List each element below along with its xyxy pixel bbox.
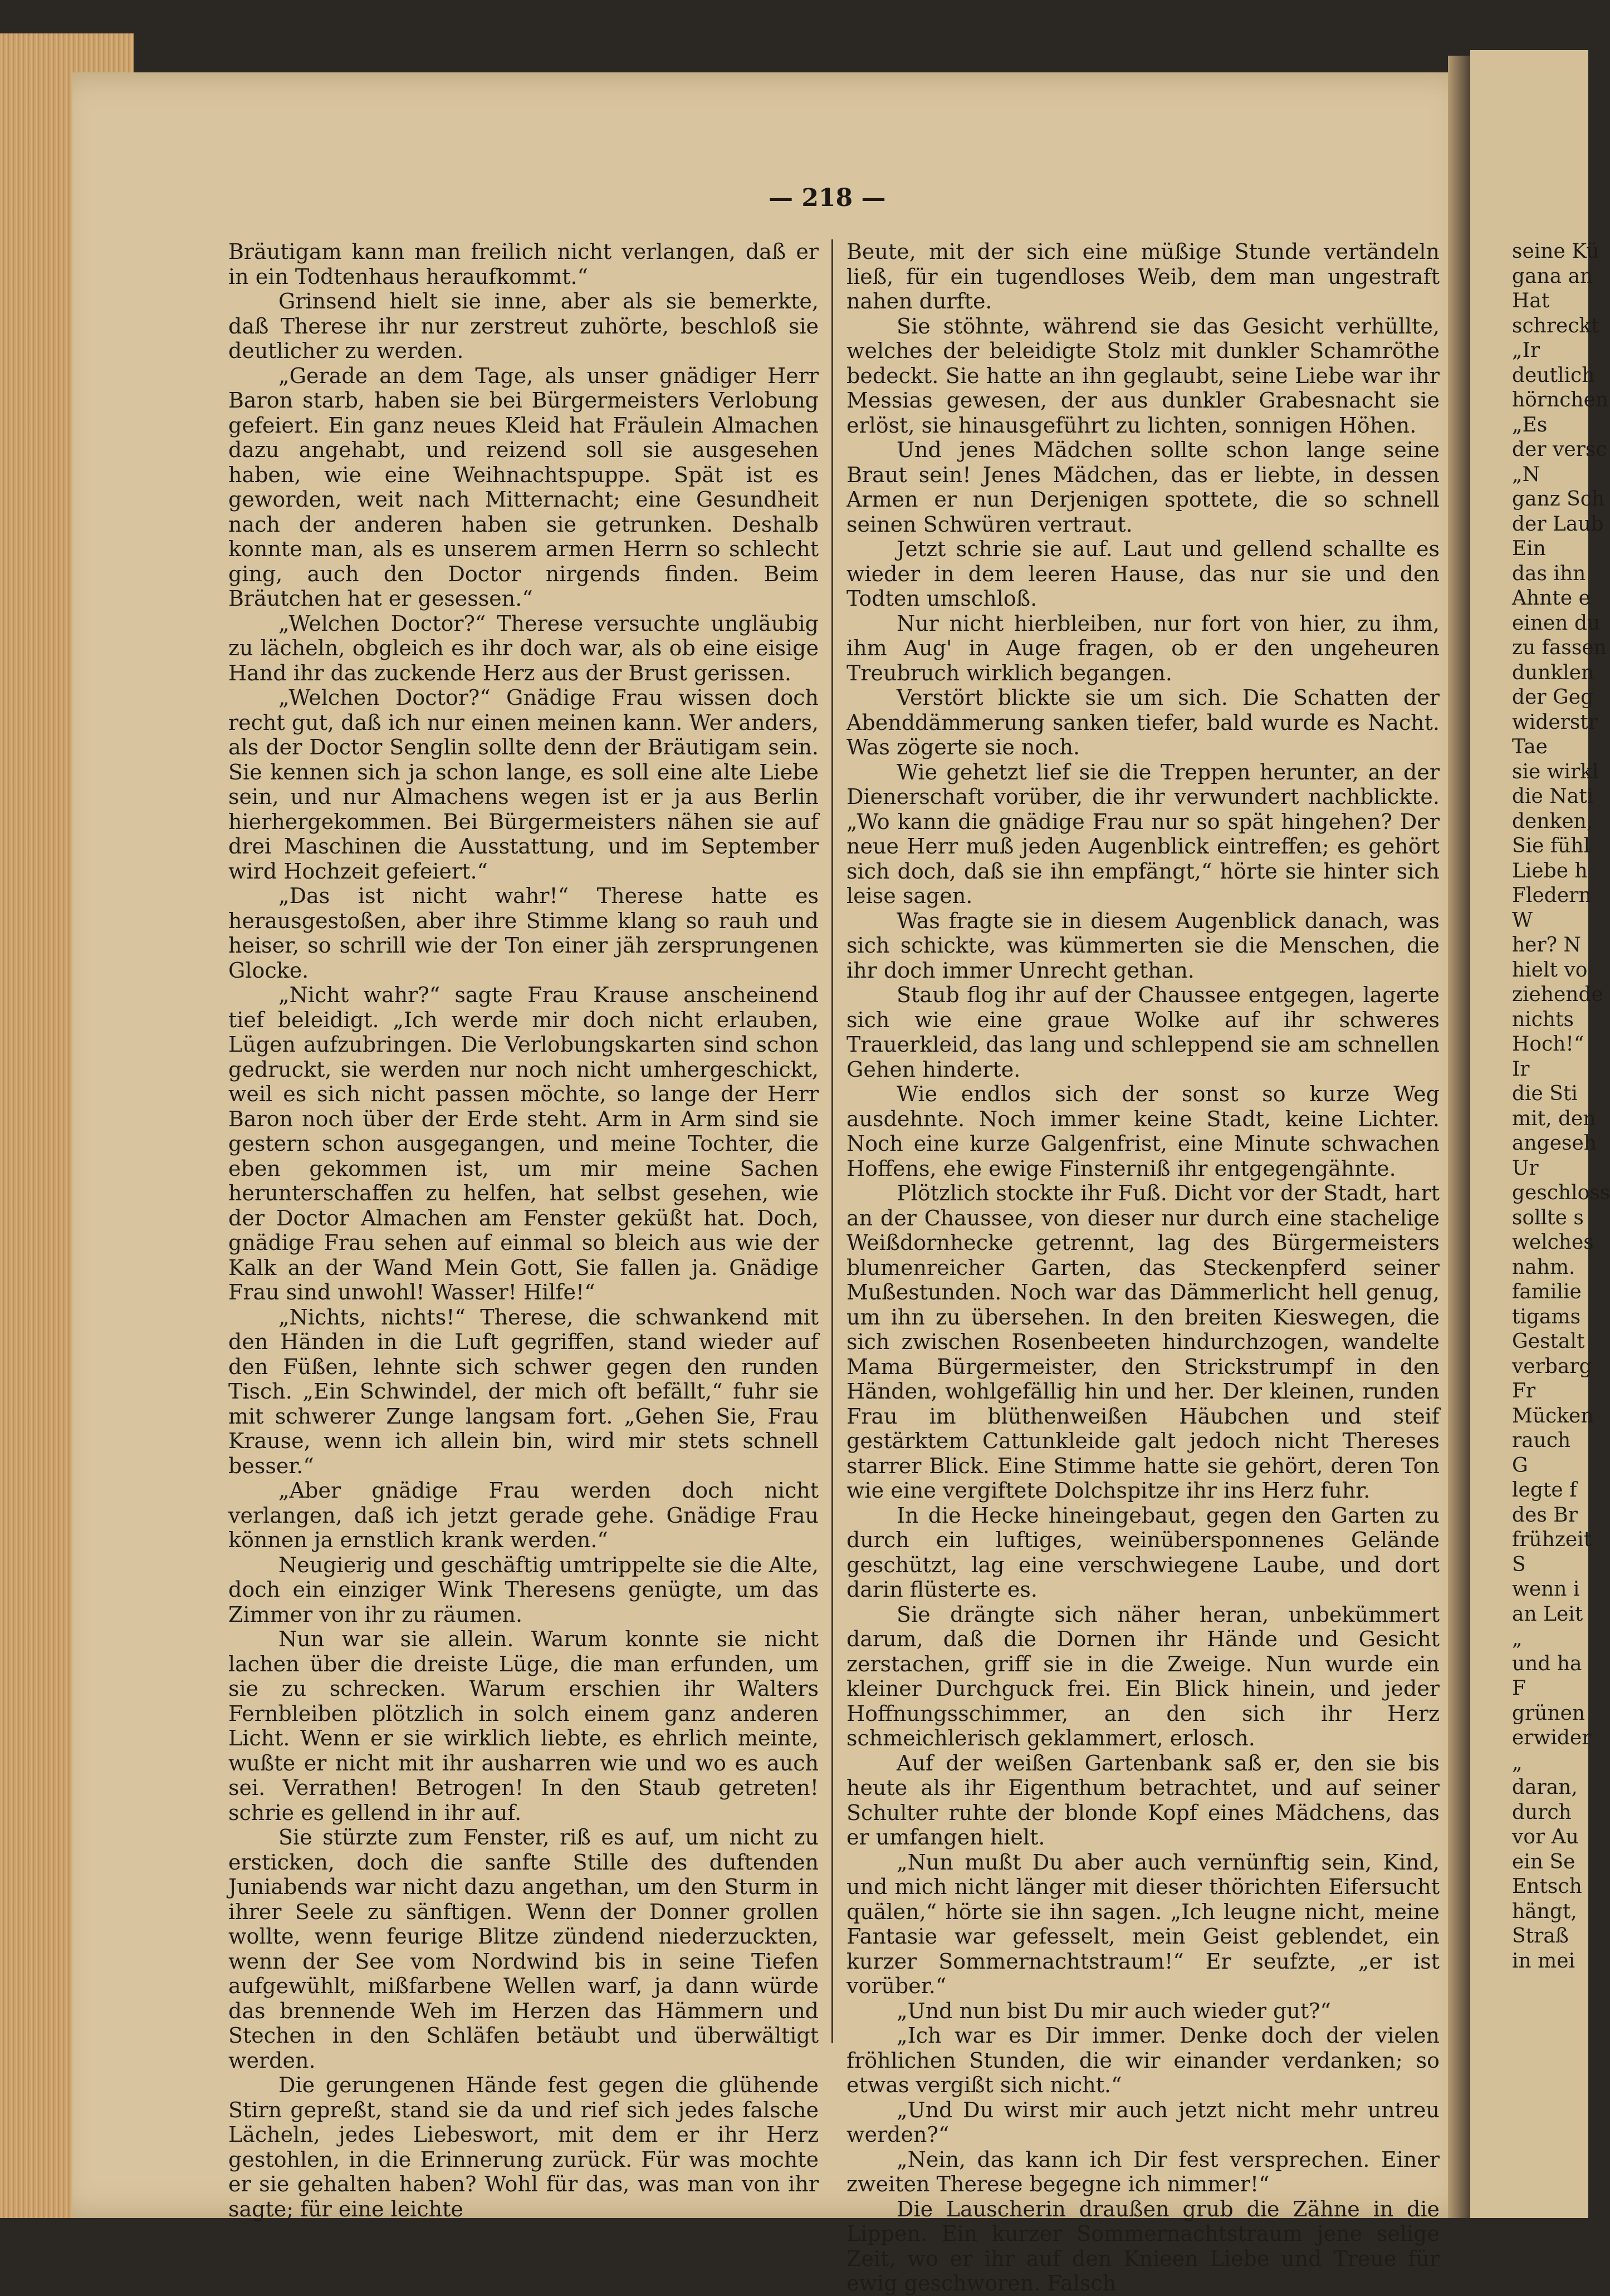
fragment-line: tigams xyxy=(1512,1305,1581,1328)
fragment-line: Hoch!“ xyxy=(1512,1033,1584,1056)
fragment-line: hörnchen xyxy=(1512,389,1609,411)
fragment-line: denken, xyxy=(1512,810,1593,833)
fragment-line: Tae xyxy=(1512,735,1548,758)
paragraph: Die Lauscherin draußen grub die Zähne in die Lippen. Ein kurzer Sommernachtstraum jene selige Zeit, wo er ihr auf den Knieen Liebe und Treue für ewig geschworen. Falsch xyxy=(846,2196,1440,2295)
paragraph: Wie gehetzt lief sie die Treppen herunter, an der Dienerschaft vorüber, die ihr verwundert nachblickte. „Wo kann die gnädige Frau nur so spät hingehen? Der neue Herr muß jeden Augenblick eintreffen; es gehört sich doch, daß sie ihn empfängt,“ hörte sie hinter sich leise sagen. xyxy=(846,759,1440,908)
paragraph: „Gerade an dem Tage, als unser gnädiger Herr Baron starb, haben sie bei Bürgermeisters Verlobung gefeiert. Ein ganz neues Kleid hat Fräulein Almachen dazu angehabt, und reizend soll sie ausgesehen haben, wie eine Weihnachtspuppe. Spät ist es geworden, weit nach Mitternacht; eine Gesundheit nach der anderen haben sie getrunken. Deshalb konnte man, als es unserem armen Herrn so schlecht ging, auch den Doctor nirgends finden. Beim Bräutchen hat er gesessen.“ xyxy=(228,363,819,611)
fragment-line: Straß xyxy=(1512,1925,1569,1947)
fragment-line: Fr xyxy=(1512,1380,1536,1402)
paragraph: Wie endlos sich der sonst so kurze Weg ausdehnte. Noch immer keine Stadt, keine Lichter. Noch eine kurze Galgenfrist, eine Minute schwachen Hoffens, ehe ewige Finsterniß ihr entgegengähnte. xyxy=(846,1082,1440,1181)
paragraph: Plötzlich stockte ihr Fuß. Dicht vor der Stadt, hart an der Chaussee, von dieser nur durch eine stachelige Weißdornhecke getrennt, lag des Bürgermeisters blumenreicher Garten, das Steckenpferd seiner Mußestunden. Noch war das Dämmerlicht hell genug, um ihn zu übersehen. In den breiten Kieswegen, die sich zwischen Rosenbeeten hindurchzogen, wandelte Mama Bürgermeister, den Strickstrumpf in den Händen, wohlgefällig hin und her. Der kleinen, runden Frau im blüthenweißen Häubchen und steif gestärktem Cattunkleide galt jedoch nicht Thereses starrer Blick. Eine Stimme hatte sie gehört, deren Ton wie eine vergiftete Dolchspitze ihr ins Herz fuhr. xyxy=(846,1181,1440,1503)
fragment-line: her? N xyxy=(1512,934,1581,956)
paragraph: Staub flog ihr auf der Chaussee entgegen, lagerte sich wie eine graue Wolke auf ihr schweres Trauerkleid, das lang und schleppend sie am schnellen Gehen hinderte. xyxy=(846,983,1440,1082)
fragment-line: S xyxy=(1512,1553,1526,1576)
fragment-line: hängt, xyxy=(1512,1900,1577,1923)
column-divider xyxy=(831,239,833,2043)
paragraph: „Nicht wahr?“ sagte Frau Krause anscheinend tief beleidigt. „Ich werde mir doch nicht erlauben, Lügen aufzubringen. Die Verlobungskarten sind schon gedruckt, sie werden nur noch nicht umhergeschickt, weil es sich nicht passen möchte, so lange der Herr Baron noch über der Erde steht. Arm in Arm sind sie gestern schon ausgegangen, und meine Tochter, die eben gekommen ist, um mir meine Sachen herunterschaffen zu helfen, hat selbst gesehen, wie der Doctor Almachen am Fenster geküßt hat. Doch, gnädige Frau sehen auf einmal so bleich aus wie der Kalk an der Wand Mein Gott, Sie fallen ja. Gnädige Frau sind unwohl! Wasser! Hilfe!“ xyxy=(228,983,819,1304)
fragment-line: grünen xyxy=(1512,1701,1585,1725)
fragment-line: Sie fühl xyxy=(1512,835,1591,857)
fragment-line: angeseh xyxy=(1512,1132,1597,1155)
fragment-line: durch xyxy=(1512,1801,1572,1824)
fragment-line: Ur xyxy=(1512,1156,1539,1180)
fragment-line: nichts xyxy=(1512,1008,1574,1031)
right-text-column xyxy=(846,239,1440,2296)
paragraph: Neugierig und geschäftig umtrippelte sie die Alte, doch ein einziger Wink Theresens genügte, um das Zimmer von ihr zu räumen. xyxy=(228,1552,819,1627)
fragment-line: frühzeit xyxy=(1512,1528,1592,1551)
paragraph: Beute, mit der sich eine müßige Stunde vertändeln ließ, für ein tugendloses Weib, dem man ungestraft nahen durfte. xyxy=(846,239,1440,313)
fragment-line: einen du xyxy=(1512,611,1601,635)
fragment-line: der Geg xyxy=(1512,686,1594,709)
paragraph: Und jenes Mädchen sollte schon lange seine Braut sein! Jenes Mädchen, das er liebte, in dessen Armen er nun Derjenigen spottete, die so schnell seinen Schwüren vertraut. xyxy=(846,438,1440,537)
paragraph: „Welchen Doctor?“ Therese versuchte ungläubig zu lächeln, obgleich es ihr doch war, als ob eine eisige Hand ihr das zuckende Herz aus der Brust gerissen. xyxy=(228,611,819,685)
fragment-line: Fledern xyxy=(1512,884,1592,907)
fragment-line: geschloss xyxy=(1512,1181,1610,1204)
fragment-line: hielt vo xyxy=(1512,958,1588,982)
fragment-line: seine Kü xyxy=(1512,240,1599,263)
paragraph: „Und Du wirst mir auch jetzt nicht mehr untreu werden?“ xyxy=(846,2097,1440,2147)
fragment-line: sie wirkl xyxy=(1512,760,1599,783)
paragraph: Was fragte sie in diesem Augenblick danach, was sich schickte, was kümmerten sie die Menschen, die ihr doch immer Unrecht gethan. xyxy=(846,908,1440,983)
paragraph: Sie stürzte zum Fenster, riß es auf, um nicht zu ersticken, doch die sanfte Stille des duftenden Juniabends war nicht dazu angethan, um den Sturm in ihrer Seele zu sänftigen. Wenn der Donner grollen wollte, wenn feurige Blitze zündend niederzuckten, wenn der See vom Nordwind bis in seine Tiefen aufgewühlt, mißfarbene Wellen warf, ja dann würde das brennende Weh im Herzen das Hämmern und Stechen in den Schläfen betäubt und überwältigt werden. xyxy=(228,1825,819,2073)
paragraph: Auf der weißen Gartenbank saß er, den sie bis heute als ihr Eigenthum betrachtet, und auf seiner Schulter ruhte der blonde Kopf eines Mädchens, das er umfangen hielt. xyxy=(846,1750,1440,1849)
fragment-line: der Laub xyxy=(1512,512,1604,536)
paragraph: Nur nicht hierbleiben, nur fort von hier, zu ihm, ihm Aug' in Auge fragen, ob er den ungeheuren Treubruch wirklich begangen. xyxy=(846,611,1440,685)
fragment-line: schreckt xyxy=(1512,314,1599,337)
paragraph: „Welchen Doctor?“ Gnädige Frau wissen doch recht gut, daß ich nur einen meinen kann. Wer anders, als der Doctor Senglin sollte denn der Bräutigam sein. Sie kennen sich ja schon lange, es soll eine alte Liebe sein, und nur Almachens wegen ist er ja aus Berlin hierhergekommen. Bei Bürgermeisters nähen sie auf drei Maschinen die Ausstattung, und im September wird Hochzeit gefeiert.“ xyxy=(228,685,819,884)
fragment-line: die Nati xyxy=(1512,785,1594,808)
fragment-line: ganz Sch xyxy=(1512,488,1605,511)
paragraph: „Aber gnädige Frau werden doch nicht verlangen, daß ich jetzt gerade gehe. Gnädige Frau können ja ernstlich krank werden.“ xyxy=(228,1478,819,1552)
fragment-line: der versc xyxy=(1512,438,1607,461)
fragment-line: und ha xyxy=(1512,1652,1582,1675)
fragment-line: F xyxy=(1512,1677,1526,1700)
fragment-line: welches xyxy=(1512,1231,1594,1254)
fragment-line: sollte s xyxy=(1512,1206,1584,1229)
fragment-line: dunklen xyxy=(1512,661,1594,684)
fragment-line: in mei xyxy=(1512,1949,1575,1973)
fragment-line: „ xyxy=(1512,1751,1523,1774)
next-page-fragment-column xyxy=(1512,239,1610,1974)
paragraph: Verstört blickte sie um sich. Die Schatten der Abenddämmerung sanken tiefer, bald wurde es Nacht. Was zögerte sie noch. xyxy=(846,685,1440,759)
fragment-line: verbarg xyxy=(1512,1355,1592,1378)
fragment-line: „N xyxy=(1512,463,1540,486)
fragment-line: Ein xyxy=(1512,537,1546,560)
fragment-line: erwider xyxy=(1512,1726,1592,1749)
paragraph: Jetzt schrie sie auf. Laut und gellend schallte es wieder in dem leeren Hause, das nur sie und den Todten umschloß. xyxy=(846,537,1440,611)
fragment-line: ziehende xyxy=(1512,983,1603,1006)
fragment-line: an Leit xyxy=(1512,1602,1583,1626)
paragraph: Bräutigam kann man freilich nicht verlangen, daß er in ein Todtenhaus heraufkommt.“ xyxy=(228,239,819,289)
fragment-line: mit, den xyxy=(1512,1107,1596,1130)
fragment-line: „Es xyxy=(1512,413,1548,436)
paragraph: „Das ist nicht wahr!“ Therese hatte es herausgestoßen, aber ihre Stimme klang so rauh und heiser, so schrill wie der Ton einer jäh zersprungenen Glocke. xyxy=(228,884,819,983)
fragment-line: das ihn xyxy=(1512,562,1586,585)
paragraph: Sie drängte sich näher heran, unbekümmert darum, daß die Dornen ihr Hände und Gesicht zerstachen, griff sie in die Zweige. Nun wurde ein kleiner Durchguck frei. Ein Blick hinein, und jeder Hoffnungsschimmer, an den sich ihr Herz schmeichlerisch geklammert, erlosch. xyxy=(846,1602,1440,1750)
fragment-line: Ir xyxy=(1512,1057,1530,1081)
fragment-line: familie xyxy=(1512,1281,1582,1303)
left-text-column xyxy=(228,239,819,2221)
paragraph: „Nein, das kann ich Dir fest versprechen. Einer zweiten Therese begegne ich nimmer!“ xyxy=(846,2147,1440,2196)
fragment-line: Gestalt xyxy=(1512,1330,1585,1353)
paragraph: „Nichts, nichts!“ Therese, die schwankend mit den Händen in die Luft gegriffen, stand wieder auf den Füßen, lehnte sich schwer gegen den runden Tisch. „Ein Schwindel, der mich oft befällt,“ fuhr sie mit schwerer Zunge langsam fort. „Gehen Sie, Frau Krause, wenn ich allein bin, wird mir stets schnell besser.“ xyxy=(228,1304,819,1478)
fragment-line: widerstr xyxy=(1512,710,1598,734)
fragment-line: Entsch xyxy=(1512,1875,1582,1898)
fragment-line: zu fassen xyxy=(1512,636,1607,659)
fragment-line: daran, xyxy=(1512,1776,1578,1799)
fragment-line: gana an xyxy=(1512,264,1593,288)
fragment-line: „ xyxy=(1512,1627,1523,1650)
fragment-line: des Br xyxy=(1512,1503,1578,1527)
paragraph: Die gerungenen Hände fest gegen die glühende Stirn gepreßt, stand sie da und rief sich jedes falsche Lächeln, jedes Liebeswort, mit dem er ihr Herz gestohlen, in die Erinnerung zurück. Für was mochte er sie gehalten haben? Wohl für das, was man von ihr sagte; für eine leichte xyxy=(228,2073,819,2221)
paragraph: „Und nun bist Du mir auch wieder gut?“ xyxy=(897,1998,1331,2023)
fragment-line: G xyxy=(1512,1454,1528,1477)
fragment-line: nahm. xyxy=(1512,1255,1575,1279)
paragraph: Grinsend hielt sie inne, aber als sie bemerkte, daß Therese ihr nur zerstreut zuhörte, beschloß sie deutlicher zu werden. xyxy=(228,289,819,363)
fragment-line: die Sti xyxy=(1512,1082,1578,1105)
fragment-line: Ahnte e xyxy=(1512,587,1591,610)
page-number: — 218 — xyxy=(769,184,886,212)
paragraph: In die Hecke hineingebaut, gegen den Garten zu durch ein luftiges, weinübersponnenes Gelände geschützt, lag eine verschwiegene Laube, und dort darin flüsterte es. xyxy=(846,1503,1440,1602)
fragment-line: rauch xyxy=(1512,1429,1571,1452)
fragment-line: deutlich xyxy=(1512,364,1595,387)
fragment-line: vor Au xyxy=(1512,1826,1579,1848)
fragment-line: Mücken xyxy=(1512,1404,1594,1427)
paragraph: Nun war sie allein. Warum konnte sie nicht lachen über die dreiste Lüge, die man erfunden, um sie zu schrecken. Warum erschien ihr Walters Fernbleiben plötzlich in solch einem ganz anderen Licht. Wenn er sie wirklich liebte, es ehrlich meinte, wußte er nicht mit ihr ausharren wie und wo es auch sei. Verrathen! Betrogen! In den Staub getreten! schrie es gellend in ihr auf. xyxy=(228,1627,819,1825)
fragment-line: ein Se xyxy=(1512,1850,1575,1873)
paragraph: „Ich war es Dir immer. Denke doch der vielen fröhlichen Stunden, die wir einander verdanken; so etwas vergißt sich nicht.“ xyxy=(846,2023,1440,2097)
fragment-line: wenn i xyxy=(1512,1578,1580,1601)
paragraph: Sie stöhnte, während sie das Gesicht verhüllte, welches der beleidigte Stolz mit dunkler Schamröthe bedeckt. Sie hatte an ihn geglaubt, seine Liebe war ihr Messias gewesen, der aus dunkler Grabesnacht sie erlöst, sie hinausgeführt zu lichten, sonnigen Höhen. xyxy=(846,313,1440,438)
fragment-line: W xyxy=(1512,909,1533,932)
fragment-line: „Ir xyxy=(1512,339,1540,362)
fragment-line: legte f xyxy=(1512,1479,1577,1502)
fragment-line: Hat xyxy=(1512,290,1550,312)
fragment-line: Liebe h xyxy=(1512,859,1588,882)
paragraph: „Nun mußt Du aber auch vernünftig sein, Kind, und mich nicht länger mit dieser thörichten Eifersucht quälen,“ hörte sie ihn sagen. „Ich leugne nicht, meine Fantasie war gefesselt, mein Geist geblendet, ein kurzer Sommernachtstraum!“ Er seufzte, „er ist vorüber.“ xyxy=(846,1849,1440,1998)
